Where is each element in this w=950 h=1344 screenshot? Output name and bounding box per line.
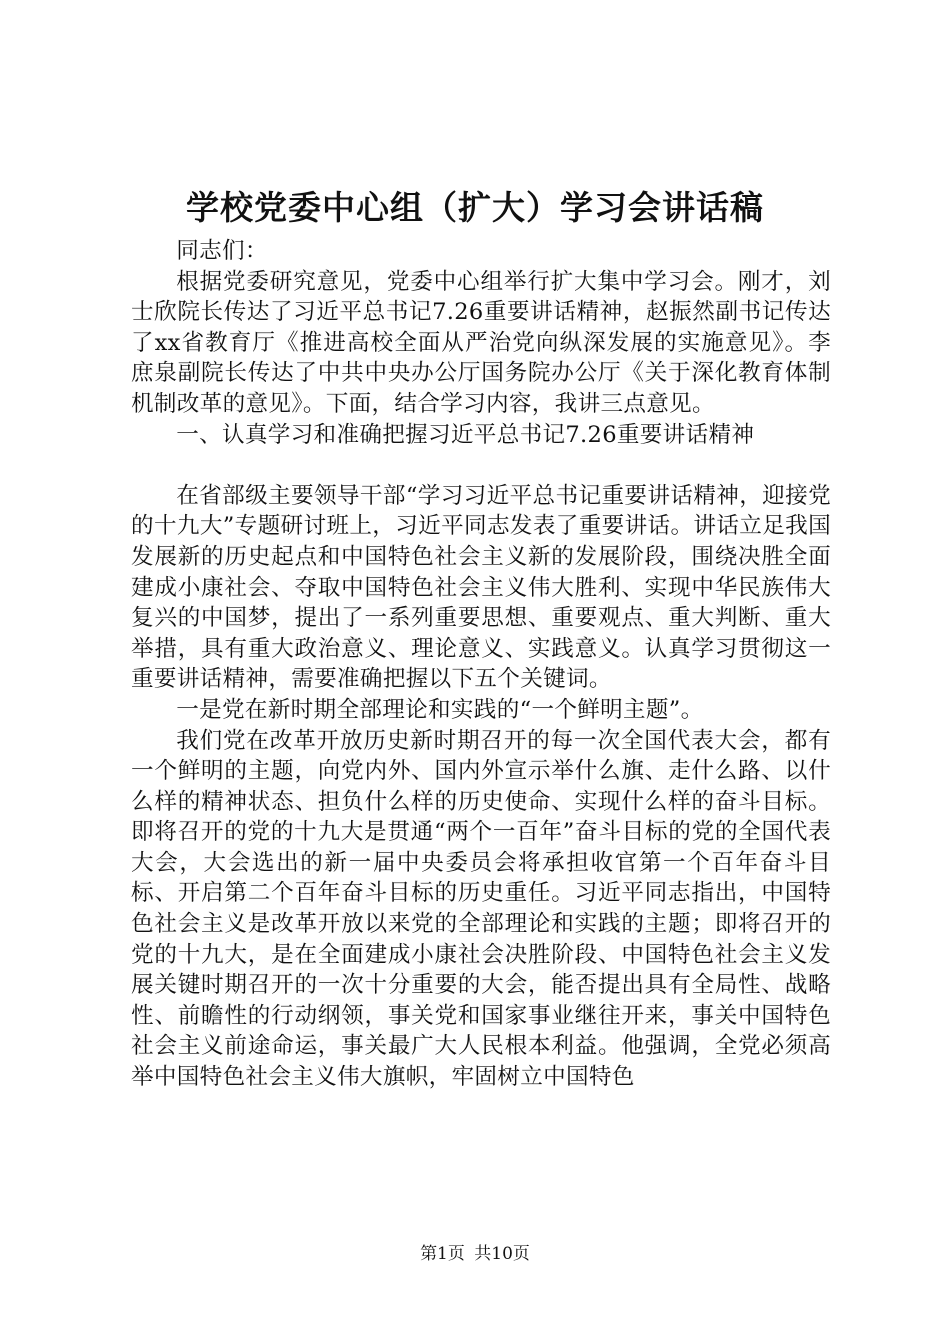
- document-title: 学校党委中心组（扩大）学习会讲话稿: [186, 188, 764, 227]
- paragraph-intro: 根据党委研究意见，党委中心组举行扩大集中学习会。刚才，刘士欣院长传达了习近平总书记7.26重要讲话精神，赵振然副书记传达了xx省教育厅《推进高校全面从严治党向纵深发展的实施意见》。李庶泉副院长传达了中共中央办公厅国务院办公厅《关于深化教育体制机制改革的意见》。下面，结合学习内容，我讲三点意见。: [131, 268, 831, 417]
- paragraph-theme: 我们党在改革开放历史新时期召开的每一次全国代表大会，都有一个鲜明的主题，向党内外、国内外宣示举什么旗、走什么路、以什么样的精神状态、担负什么样的历史使命、实现什么样的奋斗目标。即将召开的党的十九大是贯通“两个一百年”奋斗目标的党的全国代表大会，大会选出的新一届中央委员会将承担收官第一个百年奋斗目标、开启第二个百年奋斗目标的历史重任。习近平同志指出，中国特色社会主义是改革开放以来党的全部理论和实践的主题；即将召开的党的十九大，是在全面建成小康社会决胜阶段、中国特色社会主义发展关键时期召开的一次十分重要的大会，能否提出具有全局性、战略性、前瞻性的行动纲领，事关党和国家事业继往开来，事关中国特色社会主义前途命运，事关最广大人民根本利益。他强调，全党必须高举中国特色社会主义伟大旗帜，牢固树立中国特色: [131, 727, 831, 1091]
- salutation: 同志们：: [176, 238, 268, 264]
- page-total: 共10页: [474, 1244, 530, 1264]
- blank-line: [131, 450, 831, 481]
- page-number: 第1页: [420, 1244, 465, 1264]
- keyword-heading-1: 一是党在新时期全部理论和实践的“一个鲜明主题”。: [176, 696, 704, 723]
- page-footer: [0, 1242, 950, 1266]
- paragraph-speech-summary: 在省部级主要领导干部“学习习近平总书记重要讲话精神，迎接党的十九大”专题研讨班上，习近平同志发表了重要讲话。讲话立足我国发展新的历史起点和中国特色社会主义新的发展阶段，围绕决胜全面建成小康社会、夺取中国特色社会主义伟大胜利、实现中华民族伟大复兴的中国梦，提出了一系列重要思想、重要观点、重大判断、重大举措，具有重大政治意义、理论意义、实践意义。认真学习贯彻这一重要讲话精神，需要准确把握以下五个关键词。: [131, 482, 831, 693]
- document-body: [131, 236, 831, 1093]
- section-heading-1: 一、认真学习和准确把握习近平总书记7.26重要讲话精神: [176, 421, 755, 448]
